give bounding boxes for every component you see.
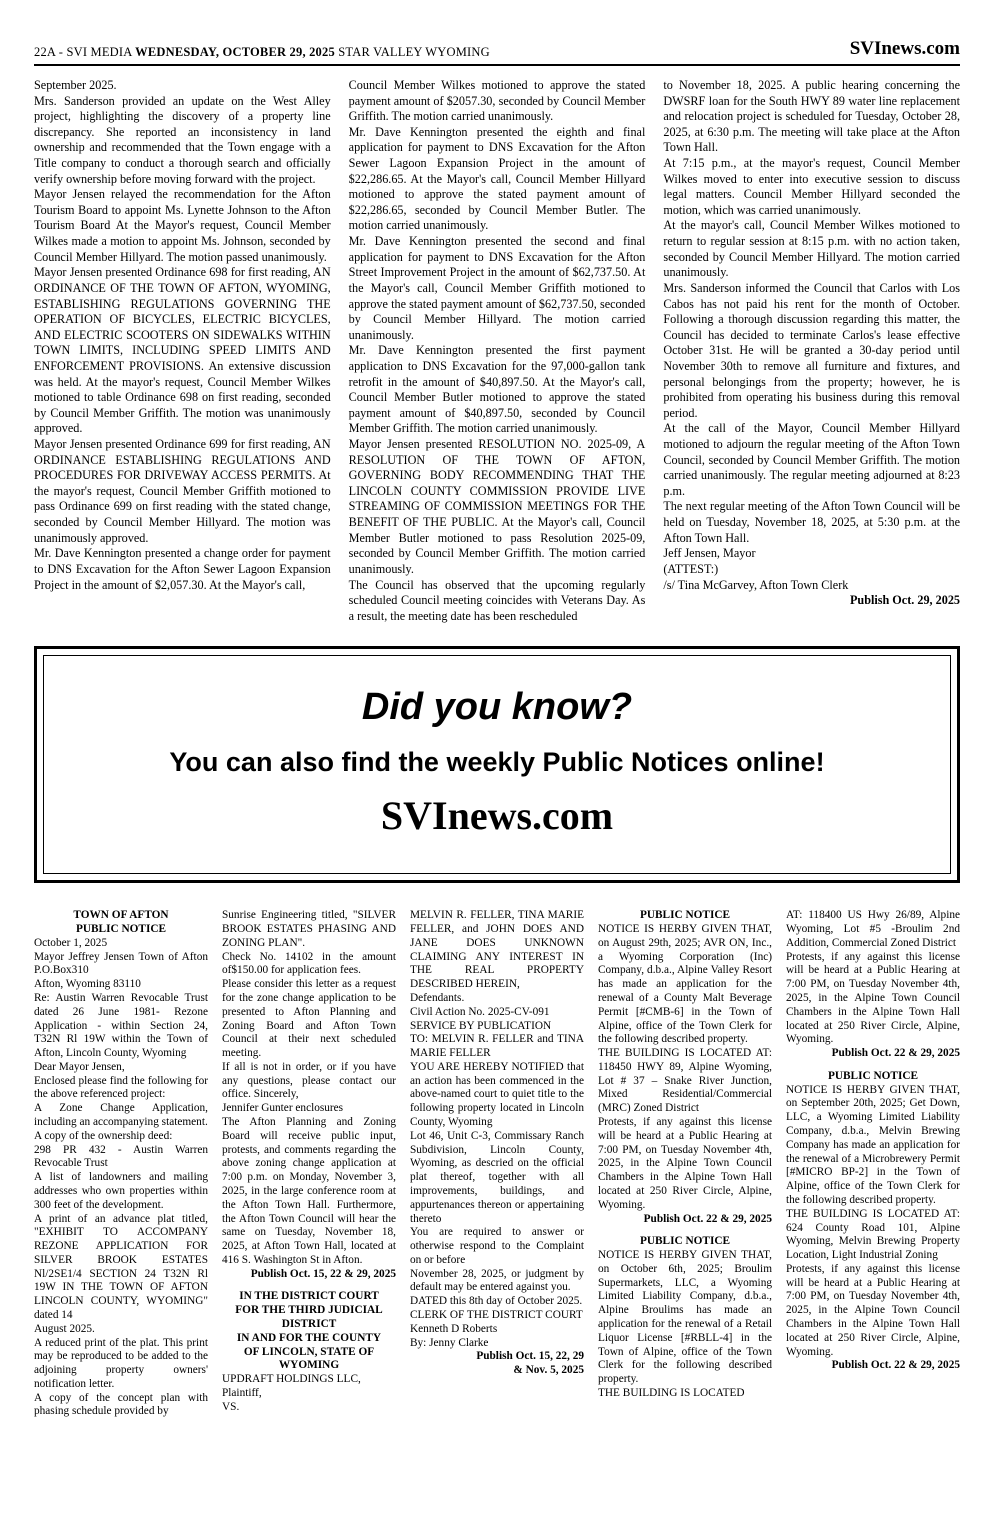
notice-heading: PUBLIC NOTICE — [639, 1235, 731, 1248]
notice-heading: PUBLIC NOTICE — [827, 1069, 919, 1082]
paragraph: A reduced print of the plat. This print may be reproduced to be added to the adjoining property owners' notification letter. — [34, 1336, 208, 1390]
paragraph: A copy of the concept plan with phasing schedule provided by — [34, 1391, 208, 1418]
paragraph: NOTICE IS HERBY GIVEN THAT, on October 6th, 2025; Broulim Supermarkets, LLC, a Wyoming Limited Liability Company, d.b.a., Alpine Broulims has made an application for the renewal of a Retail Liquor License [#RBLL-4] in the Town of Alpine, office of the Town Clerk for the following described property. — [598, 1249, 772, 1386]
paragraph: You are required to answer or otherwise respond to the Complaint on or before — [410, 1226, 584, 1266]
paragraph: A print of an advance plat titled, "EXHIBIT TO ACCOMPANY REZONE APPLICATION FOR SILVER BROOK ESTATES Nl/2SE1/4 SECTION 24 T32N Rl 19W IN THE TOWN OF AFTON LINCOLN COUNTY, WYOMING" dated 14 — [34, 1212, 208, 1321]
article-column-3 — [663, 78, 960, 624]
notices-column-4 — [598, 909, 772, 1419]
promo-box — [34, 646, 960, 883]
paragraph: Mr. Dave Kennington presented the second and final application for payment to DNS Excavation for the Afton Street Improvement Project in the amount of $62,737.50. At the Mayor's call, Council Member Griffith motioned to approve the stated payment amount of $62,737.50, seconded by Council Member Hillyard. The motion carried unanimously. — [348, 234, 646, 342]
column-spacer — [786, 1061, 960, 1070]
paragraph: Jennifer Gunter enclosures — [222, 1102, 344, 1115]
paragraph: At the mayor's call, Council Member Wilkes motioned to return to regular session at 8:15 p.m. with no action taken, seconded by Council Member Hillyard. The motion carried unanimously. — [663, 218, 961, 280]
paragraph: Mrs. Sanderson provided an update on the West Alley project, highlighting the discovery of a property line discrepancy. She reported an inconsistency in land ownership and recommended that the Town engage with a Title company to conduct a thorough search and officially verify ownership before moving forward with the project. — [34, 93, 331, 186]
publish-date: Publish Oct. 22 & 29, 2025 — [831, 1359, 960, 1372]
publish-date: Publish Oct. 15, 22, 29 — [476, 1350, 584, 1363]
paragraph: DATED this 8th day of October 2025. — [410, 1295, 583, 1308]
website-label: SVInews.com — [849, 38, 960, 59]
masthead-left — [34, 45, 490, 60]
paragraph: Mr. Dave Kennington presented a change order for payment to DNS Excavation for the Afton Sewer Lagoon Expansion Project in the amount of $2,057.30. At the Mayor's call, — [34, 546, 331, 592]
paragraph: UPDRAFT HOLDINGS LLC, — [222, 1373, 361, 1386]
promo-subheadline: You can also find the weekly Public Notices online! — [169, 747, 825, 778]
public-notices-columns — [34, 909, 960, 1419]
column-spacer — [222, 1281, 396, 1290]
paragraph: Protests, if any against this license will be heard at a Public Hearing at 7:00 PM, on Tuesday November 4th, 2025, in the Alpine Town Council Chambers in the Alpine Town Hall located at 250 River Circle, Alpine, Wyoming. — [786, 950, 960, 1046]
attest-label: (ATTEST:) — [663, 561, 719, 576]
paragraph: Defendants. — [410, 992, 465, 1005]
article-columns — [34, 78, 960, 624]
notice-heading: IN THE DISTRICT COURT — [239, 1290, 379, 1303]
paragraph: Sunrise Engineering titled, "SILVER BROOK ESTATES PHASING AND ZONING PLAN". — [222, 909, 396, 949]
promo-website[interactable]: SVInews.com — [380, 793, 614, 839]
paragraph: Please consider this letter as a request for the zone change application to be presented to Afton Planning and Zoning Board and Afton Town Council at their next scheduled meeting. — [222, 978, 396, 1060]
paragraph: Dear Mayor Jensen, — [34, 1060, 125, 1073]
paragraph: Enclosed please find the following for the above referenced project: — [34, 1074, 208, 1101]
paragraph: Mrs. Sanderson informed the Council that Carlos with Los Cabos has not paid his rent for the month of October. Following a thorough discussion regarding this matter, the Council has decided to terminate Carlos's lease effective October 31st. He will be granted a 30-day period until November 30th to remove all furniture and fixtures, and personal belongings from the property; however, he is prohibited from operating his business during this removal period. — [663, 280, 961, 420]
paragraph: THE BUILDING IS LOCATED AT: 624 County Road 101, Alpine Wyoming, Melvin Brewing Property Location, Light Industrial Zoning — [786, 1207, 960, 1262]
paragraph: Mr. Dave Kennington presented the first payment application to DNS Excavation for the 97,000-gallon tank retrofit in the amount of $40,897.50. At the Mayor's call, Council Member Butler motioned to approve the stated payment amount of $40,897.50, seconded by Council Member Griffith. The motion carried unanimously. — [348, 343, 646, 436]
paragraph: Mayor Jensen presented Ordinance 699 for first reading, AN ORDINANCE ESTABLISHING REGULATIONS AND PROCEDURES FOR DRIVEWAY ACCESS PERMITS. At the mayor's request, Council Member Griffith motioned to pass Ordinance 699 on first reading with the stated change, seconded by Council Member Hillyard. The motion was unanimously approved. — [34, 437, 331, 545]
paragraph: Re: Austin Warren Revocable Trust dated 26 June 1981- Rezone Application - within Section 24, T32N Rl 19W within the Town of Afton, Lincoln County, Wyoming — [34, 992, 208, 1060]
notices-column-3 — [410, 909, 584, 1419]
notice-heading: IN AND FOR THE COUNTY — [236, 1331, 382, 1344]
paragraph: Council Member Wilkes motioned to approve the stated payment amount of $2057.30, seconded by Council Member Griffith. The motion carried unanimously. — [348, 78, 646, 124]
publish-date: Publish Oct. 29, 2025 — [849, 593, 961, 608]
paragraph: The Afton Planning and Zoning Board will receive public input, protests, and comments regarding the above zoning change application at 7:00 p.m. on Monday, November 3, 2025, in the large conference room at the Afton Town Hall. Furthermore, the Afton Town Council will hear the same on Tuesday, November 18, 2025, at Afton Town Hall, located at 416 S. Washington St in Afton. — [222, 1116, 396, 1266]
page-number-label: 22A - SVI MEDIA — [34, 45, 136, 59]
paragraph: September 2025. — [34, 78, 117, 92]
notice-heading: TOWN OF AFTON — [73, 909, 169, 922]
notice-heading: PUBLIC NOTICE — [75, 923, 167, 936]
publish-date: Publish Oct. 22 & 29, 2025 — [831, 1047, 960, 1060]
signature-clerk: /s/ Tina McGarvey, Afton Town Clerk — [663, 577, 849, 592]
paragraph: Kenneth D Roberts — [410, 1322, 498, 1335]
paragraph: Check No. 14102 in the amount of$150.00 for application fees. — [222, 950, 396, 977]
paragraph: A Zone Change Application, including an accompanying statement. — [34, 1102, 208, 1129]
notices-column-1 — [34, 909, 208, 1419]
paragraph: If all is not in order, or if you have any questions, please contact our office. Sincerely, — [222, 1060, 396, 1101]
article-column-1 — [34, 78, 331, 624]
paragraph: Lot 46, Unit C-3, Commissary Ranch Subdivision, Lincoln County, Wyoming, as descried on the official plat thereof, together with all improvements, buildings, and appurtenances thereon or appertaining thereto — [410, 1129, 584, 1225]
column-spacer — [598, 1226, 772, 1235]
paragraph: NOTICE IS HERBY GIVEN THAT, on August 29th, 2025; AVR ON, Inc., a Wyoming Corporation (Inc) Company, d.b.a., Alpine Valley Resort has made an application for the renewal of a County Malt Beverage Permit [#CMB-6] in the Town of Alpine, office of the Town Clerk for the following described property. — [598, 923, 772, 1046]
paragraph: to November 18, 2025. A public hearing concerning the DWSRF loan for the South HWY 89 water line replacement and relocation project is scheduled for Tuesday, October 28, 2025, at 6:30 p.m. The meeting will take place at the Afton Town Hall. — [663, 78, 961, 155]
publish-date: & Nov. 5, 2025 — [513, 1364, 584, 1377]
masthead — [34, 38, 960, 66]
paragraph: VS. — [222, 1400, 240, 1413]
paragraph: THE BUILDING IS LOCATED AT: 118450 HWY 89, Alpine Wyoming, Lot # 37 – Snake River Junction, Mixed Residential/Commercial (MRC) Zoned District — [598, 1047, 772, 1115]
paragraph: Plaintiff, — [222, 1386, 262, 1399]
paragraph: Protests, if any against this license will be heard at a Public Hearing at 7:00 PM, on Tuesday November 4th, 2025, in the Alpine Town Council Chambers in the Alpine Town Hall located at 250 River Circle, Alpine, Wyoming. — [786, 1262, 960, 1358]
paragraph: Mayor Jensen presented Ordinance 698 for first reading, AN ORDINANCE OF THE TOWN OF AFTON, WYOMING, ESTABLISHING REGULATIONS GOVERNING THE OPERATION OF BICYCLES, ELECTRIC BICYCLES, AND ELECTRIC SCOOTERS ON SIDEWALKS WITHIN TOWN LIMITS, INCLUDING SPEED LIMITS AND ENFORCEMENT PROVISIONS. An extensive discussion was held. At the mayor's request, Council Member Wilkes motioned to table Ordinance 698 on first reading, seconded by Council Member Griffith. The motion was unanimously approved. — [34, 265, 331, 436]
notice-heading: FOR THE THIRD JUDICIAL — [235, 1304, 383, 1317]
paragraph: Afton, Wyoming 83110 — [34, 978, 141, 991]
paragraph: A copy of the ownership deed: — [34, 1129, 173, 1142]
paragraph: Mr. Dave Kennington presented the eighth and final application for payment to DNS Excavation for the Afton Sewer Lagoon Expansion Project in the amount of $22,286.65. At the Mayor's call, Council Member Hillyard motioned to approve the stated payment amount of $22,286.65, seconded by Council Member Butler. The motion carried unanimously. — [348, 124, 646, 233]
paragraph: At the call of the Mayor, Council Member Hillyard motioned to adjourn the regular meeting of the Afton Town Council, seconded by Council Member Griffith. The motion carried unanimously. The regular meeting adjourned at 8:23 p.m. — [663, 421, 961, 498]
promo-inner — [43, 655, 951, 874]
paragraph: THE BUILDING IS LOCATED — [598, 1386, 745, 1399]
paragraph: AT: 118400 US Hwy 26/89, Alpine Wyoming, Lot #5 -Broulim 2nd Addition, Commercial Zoned District — [786, 909, 960, 949]
paragraph: MELVIN R. FELLER, TINA MARIE FELLER, and JOHN DOES AND JANE DOES UNKNOWN CLAIMING ANY INTEREST IN THE REAL PROPERTY DESCRIBED HEREIN, — [410, 909, 584, 991]
paragraph: November 28, 2025, or judgment by default may be entered against you. — [410, 1267, 584, 1294]
paragraph: Mayor Jensen presented RESOLUTION NO. 2025-09, A RESOLUTION OF THE TOWN OF AFTON, GOVERNING BODY RECOMMENDING THAT THE LINCOLN COUNTY COMMISSION PROVIDE LIVE STREAMING OF COMMISSION MEETINGS FOR THE BENEFIT OF THE PUBLIC. At the Mayor's call, Council Member Butler motioned to pass Resolution 2025-09, seconded by Council Member Griffith. The motion carried unanimously. — [348, 437, 646, 576]
paragraph: TO: MELVIN R. FELLER and TINA MARIE FELLER — [410, 1033, 584, 1060]
notice-heading: WYOMING — [278, 1359, 340, 1372]
issue-date: WEDNESDAY, OCTOBER 29, 2025 — [135, 45, 335, 59]
paragraph: The next regular meeting of the Afton Town Council will be held on Tuesday, November 18, 2025, at 5:30 p.m. at the Afton Town Hall. — [663, 499, 961, 545]
paragraph: The Council has observed that the upcoming regularly scheduled Council meeting coincides with Veterans Day. As a result, the meeting date has been rescheduled — [348, 577, 646, 623]
notices-column-5 — [786, 909, 960, 1419]
notice-heading: PUBLIC NOTICE — [639, 909, 731, 922]
notice-heading: DISTRICT — [281, 1317, 337, 1330]
publish-date: Publish Oct. 15, 22 & 29, 2025 — [250, 1267, 396, 1280]
paragraph: SERVICE BY PUBLICATION — [410, 1019, 552, 1032]
paragraph: CLERK OF THE DISTRICT COURT — [410, 1308, 583, 1321]
paragraph: At 7:15 p.m., at the mayor's request, Council Member Wilkes moved to enter into executive session to discuss legal matters. Council Member Hillyard seconded the motion, which was carried unanimously. — [663, 156, 961, 217]
signature-mayor: Jeff Jensen, Mayor — [663, 546, 756, 561]
paragraph: Protests, if any against this license will be heard at a Public Hearing at 7:00 PM, on Tuesday November 4th, 2025, in the Alpine Town Council Chambers in the Alpine Town Hall located at 250 River Circle, Alpine, Wyoming. — [598, 1116, 772, 1211]
paragraph: October 1, 2025 — [34, 936, 108, 949]
article-column-2 — [349, 78, 646, 624]
paragraph: August 2025. — [34, 1322, 95, 1335]
paragraph: A list of landowners and mailing addresses who own properties within 300 feet of the development. — [34, 1171, 208, 1211]
paragraph: Mayor Jeffrey Jensen Town of Afton P.O.Box310 — [34, 950, 208, 977]
publish-date: Publish Oct. 22 & 29, 2025 — [643, 1212, 772, 1225]
notices-column-2 — [222, 909, 396, 1419]
paragraph: 298 PR 432 - Austin Warren Revocable Trust — [34, 1143, 208, 1170]
notice-heading: OF LINCOLN, STATE OF — [243, 1345, 375, 1358]
paragraph: NOTICE IS HERBY GIVEN THAT, on September 20th, 2025; Get Down, LLC, a Wyoming Limited Liability Company, d.b.a., Melvin Brewing Company has made an application for the renewal of a Microbrewery Permit [#MICRO BP-2] in the Town of Alpine, office of the Town Clerk for the following described property. — [786, 1083, 960, 1206]
promo-headline: Did you know? — [361, 686, 633, 729]
paragraph: By: Jenny Clarke — [410, 1336, 489, 1349]
publication-region: STAR VALLEY WYOMING — [334, 45, 490, 59]
paragraph: YOU ARE HEREBY NOTIFIED that an action has been commenced in the above-named court to quiet title to the following property located in Lincoln County, Wyoming — [410, 1060, 584, 1129]
paragraph: Mayor Jensen relayed the recommendation for the Afton Tourism Board to appoint Ms. Lynette Johnson to the Afton Tourism Board At the Mayor's request, Council Member Wilkes made a motion to appoint Ms. Johnson, seconded by Council Member Hillyard. The motion passed unanimously. — [34, 187, 331, 264]
paragraph: Civil Action No. 2025-CV-091 — [410, 1005, 550, 1018]
